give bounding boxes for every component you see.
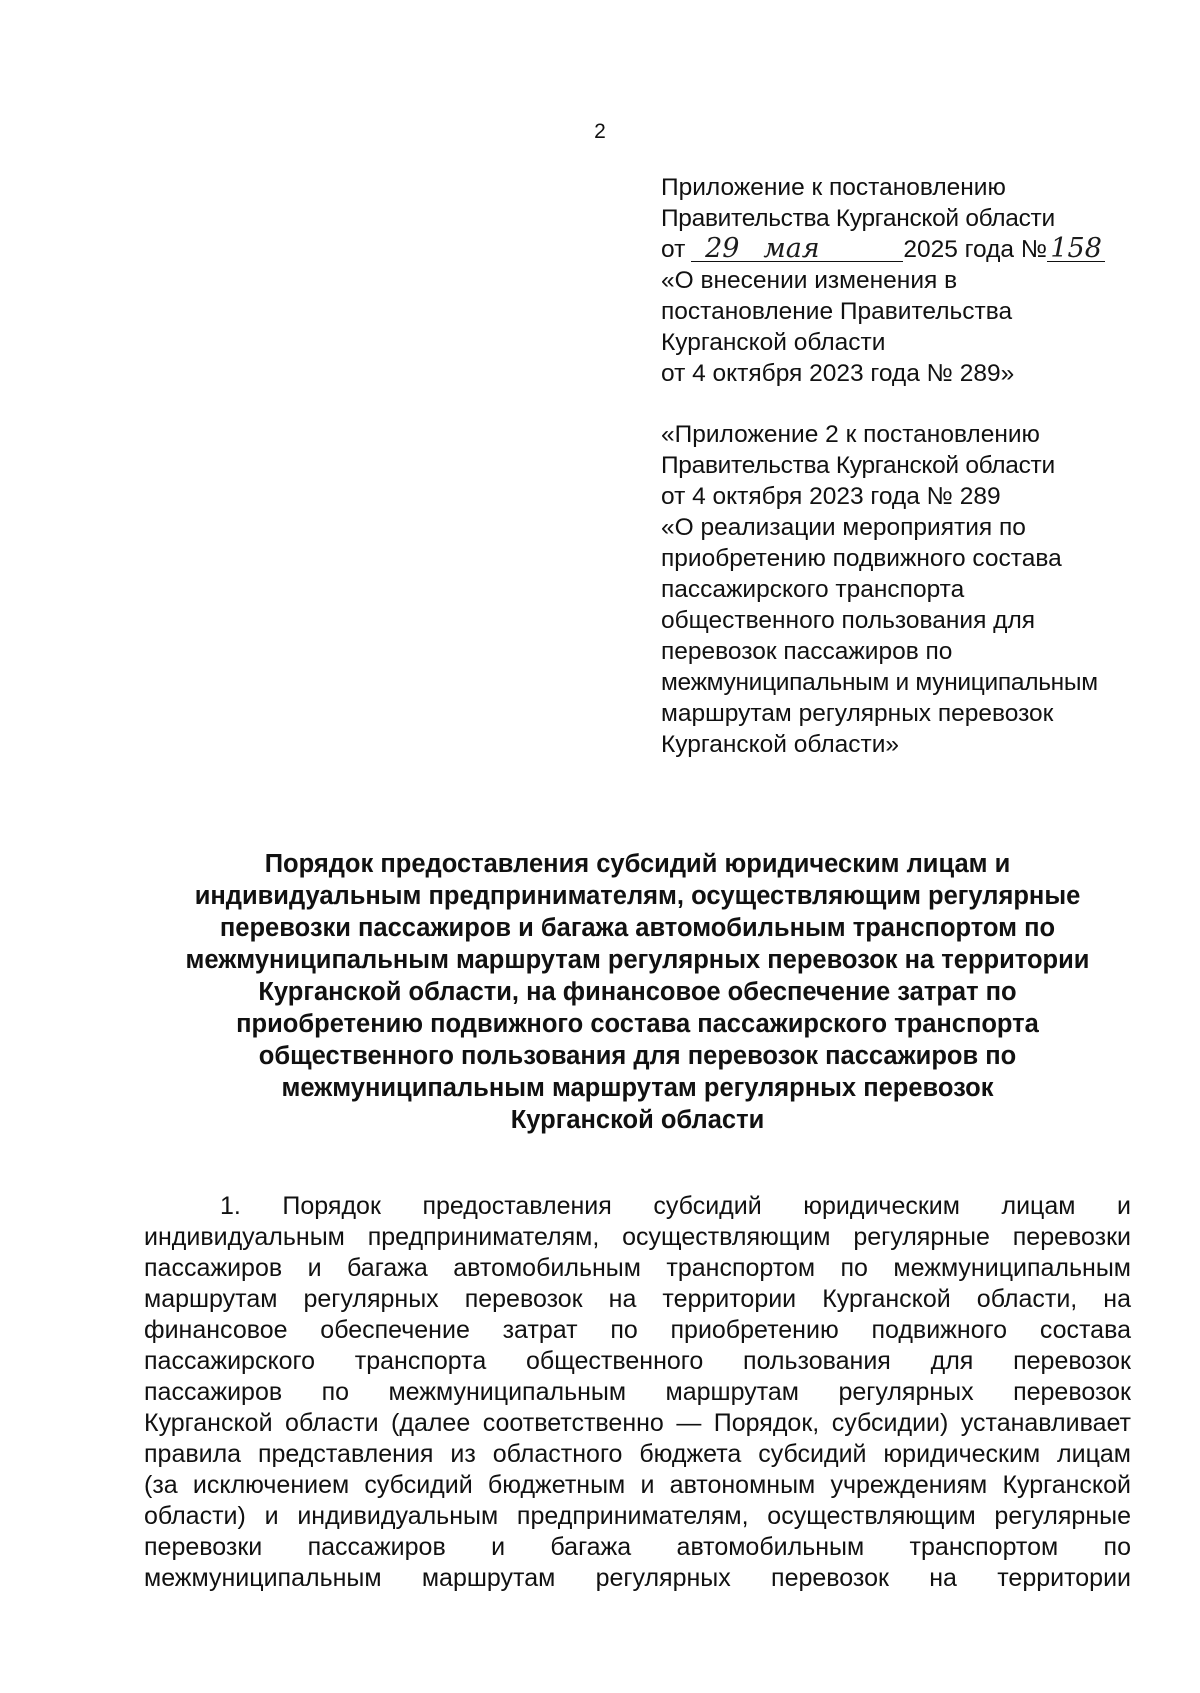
date-year-text: 2025 года № [903,236,1048,263]
annex-line: Правительства Курганской области [661,205,1055,232]
paragraph-line: межмуниципальным маршрутам регулярных перевозок на территории [144,1564,1131,1592]
paragraph-1 [144,1191,1131,1594]
annex-line: «О внесении изменения в [661,267,958,294]
paragraph-line: перевозки пассажиров и багажа автомобильным транспортом по [144,1533,1131,1561]
quoted-annex-line: маршрутам регулярных перевозок [661,700,1054,727]
paragraph-line: 1. Порядок предоставления субсидий юридическим лицам и [220,1192,1131,1220]
quoted-annex-line: перевозок пассажиров по [661,638,953,665]
annex-line: Курганской области [661,329,886,356]
quoted-annex-line: от 4 октября 2023 года № 289 [661,483,1001,510]
title-line: индивидуальным предпринимателям, осуществляющим регулярные [194,882,1081,910]
annex-gap [661,389,1181,419]
paragraph-line: маршрутам регулярных перевозок на территории Курганской области, на [144,1285,1131,1313]
annex-header-block [661,172,1181,760]
paragraph-line: пассажиров и багажа автомобильным транспортом по межмуниципальным [144,1254,1131,1282]
paragraph-line: (за исключением субсидий бюджетным и автономным учреждениям Курганской [144,1471,1131,1499]
quoted-annex-line: Курганской области» [661,731,900,758]
quoted-annex-line: межмуниципальным и муниципальным [661,669,1098,696]
quoted-annex-line: пассажирского транспорта [661,576,965,603]
title-line: Курганской области, на финансовое обеспечение затрат по [258,978,1017,1006]
paragraph-line: области) и индивидуальным предпринимателям, осуществляющим регулярные [144,1502,1131,1530]
quoted-annex-line: «О реализации мероприятия по [661,514,1026,541]
paragraph-line: правила представления из областного бюджета субсидий юридическим лицам [144,1440,1131,1468]
title-line: Курганской области [510,1106,765,1134]
annex-date-line [661,234,1181,265]
handwritten-month: мая [753,237,903,262]
quoted-annex-line: Правительства Курганской области [661,452,1055,479]
quoted-annex-line: «Приложение 2 к постановлению [661,421,1040,448]
annex-line: постановление Правительства [661,298,1013,325]
title-line: общественного пользования для перевозок пассажиров по [258,1042,1017,1070]
quoted-annex-line: общественного пользования для [661,607,1036,634]
document-title [145,848,1130,1136]
page-number: 2 [594,120,606,143]
title-line: приобретению подвижного состава пассажирского транспорта [236,1010,1039,1038]
date-prefix: от [661,236,686,263]
title-line: перевозки пассажиров и багажа автомобильным транспортом по [219,914,1056,942]
paragraph-line: пассажиров по межмуниципальным маршрутам регулярных перевозок [144,1378,1131,1406]
handwritten-resolution-number: 158 [1047,237,1105,262]
paragraph-line: индивидуальным предпринимателям, осуществляющим регулярные перевозки [144,1223,1131,1251]
paragraph-line: финансовое обеспечение затрат по приобретению подвижного состава [144,1316,1131,1344]
annex-line: Приложение к постановлению [661,174,1006,201]
paragraph-line: Курганской области (далее соответственно — Порядок, субсидии) устанавливает [144,1409,1131,1437]
title-line: межмуниципальным маршрутам регулярных перевозок на территории [185,946,1090,974]
quoted-annex-line: приобретению подвижного состава [661,545,1062,572]
handwritten-day: 29 [691,237,753,262]
annex-line: от 4 октября 2023 года № 289» [661,360,1015,387]
paragraph-line: пассажирского транспорта общественного пользования для перевозок [144,1347,1131,1375]
title-line: Порядок предоставления субсидий юридическим лицам и [264,850,1011,878]
title-line: межмуниципальным маршрутам регулярных перевозок [281,1074,994,1102]
